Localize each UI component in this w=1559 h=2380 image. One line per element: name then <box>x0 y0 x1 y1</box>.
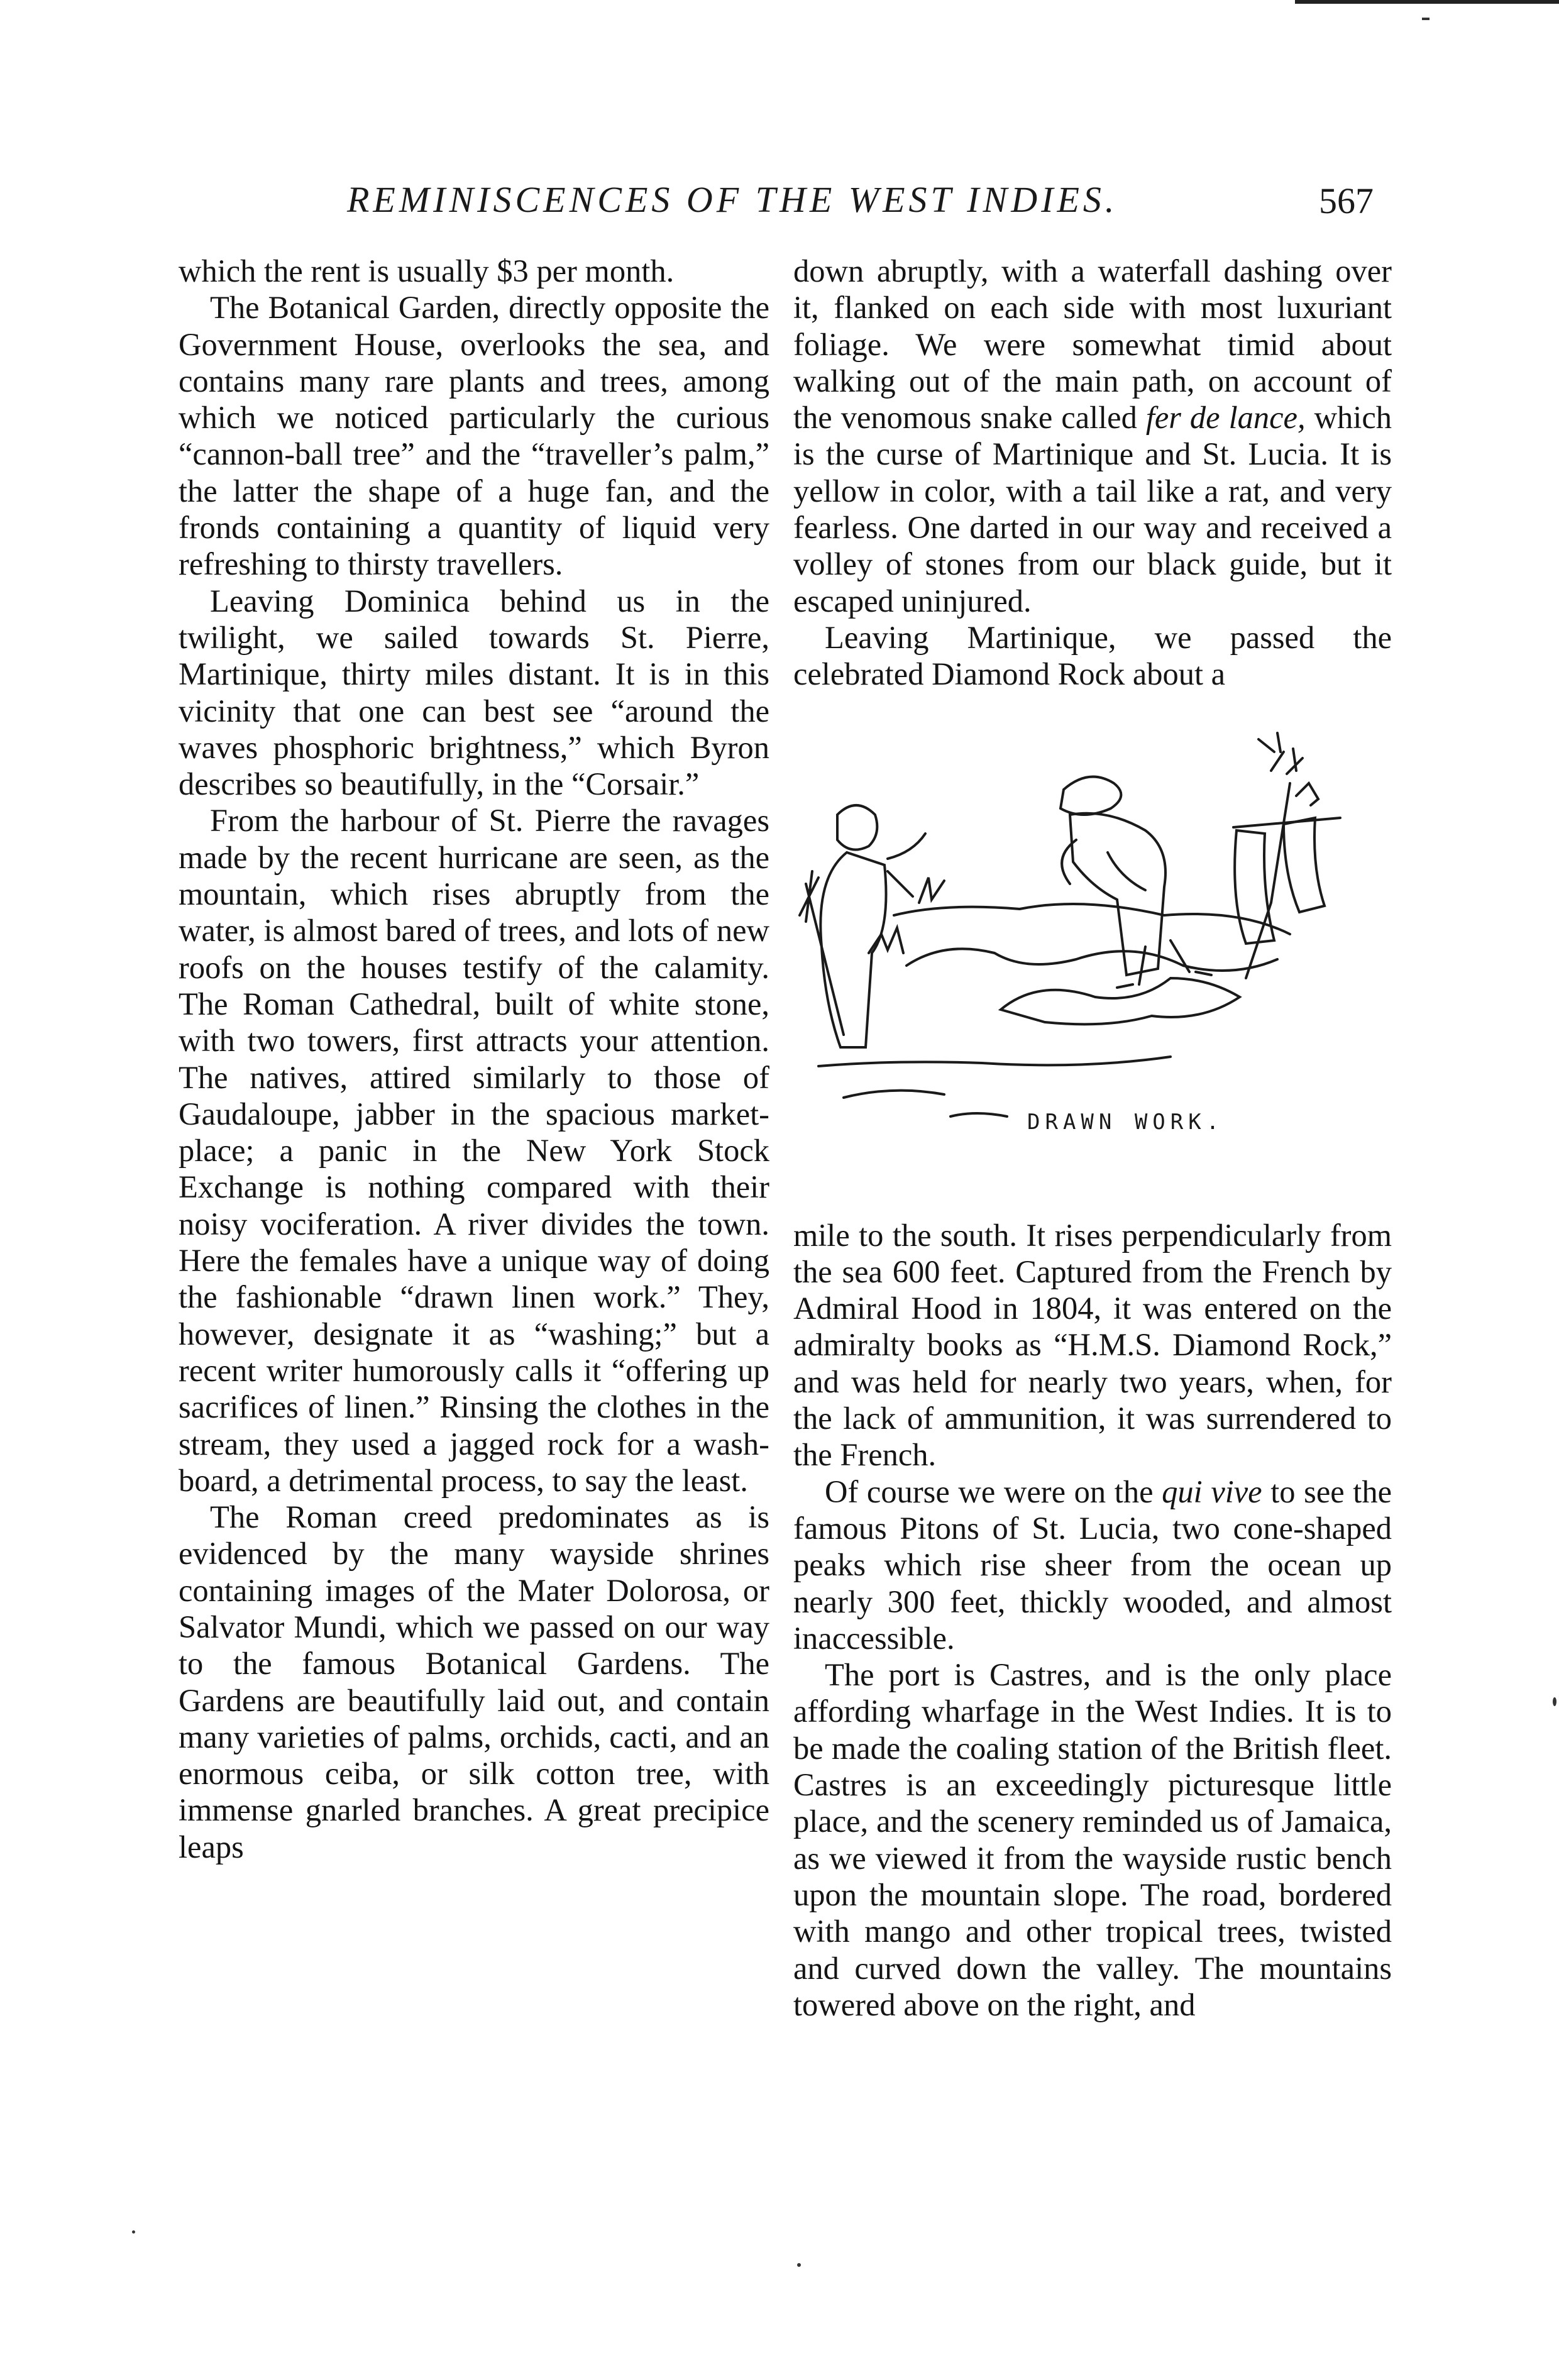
right-paragraph-4-text-a: Of course we were on the <box>825 1474 1162 1509</box>
right-paragraph-2: Leaving Martinique, we passed the celebrated Diamond Rock about a <box>793 619 1392 692</box>
scan-speck <box>1553 1697 1556 1706</box>
rock-ridge <box>906 949 1277 971</box>
right-paragraph-5: The port is Castres, and is the only place affording wharfage in the West Indies. It is to be made the coaling station of the British fleet. Castres is an exceedingly picturesque little place, and the scenery reminded us of Jamaica, as we viewed it from the wayside rustic bench upon the mountain slope. The road, bordered with mango and other tropical trees, twisted and curved down the valley. The mountains towered above on the right, and <box>793 1657 1392 2022</box>
left-paragraph-2: The Botanical Garden, directly opposite the Government House, overlooks the sea, and contains many rare plants and trees, among which we noticed particularly the curious “cannon-ball tree” and the “traveller’s palm,” the latter the shape of a huge fan, and the fronds containing a quantity of liquid very refreshing to thirsty travellers. <box>179 290 769 582</box>
illustration-caption: DRAWN WORK. <box>1027 1109 1225 1135</box>
page-header <box>0 179 1559 229</box>
scan-speck <box>797 2263 801 2267</box>
far-bank <box>894 904 1290 934</box>
left-column <box>179 253 769 1865</box>
top-edge-rule <box>1295 0 1559 4</box>
drawn-work-illustration <box>793 714 1392 1192</box>
scan-speck <box>132 2230 135 2234</box>
hanging-linen-2 <box>1284 818 1325 912</box>
tree-foliage <box>1259 733 1303 774</box>
right-paragraph-1 <box>793 253 1392 619</box>
right-paragraph-3: mile to the south. It rises perpendicularly from the sea 600 feet. Captured from the French by Admiral Hood in 1804, it was entered on the admiralty books as “H.M.S. Diamond Rock,” and was held for nearly two years, when, for the lack of ammunition, it was surrendered to the French. <box>793 1217 1392 1473</box>
running-title: REMINISCENCES OF THE WEST INDIES. <box>347 179 1118 220</box>
hanging-linen-1 <box>1235 830 1274 944</box>
standing-figure-dress <box>820 852 886 1047</box>
right-paragraph-4 <box>793 1474 1392 1656</box>
left-paragraph-5: The Roman creed predominates as is evidenced by the many wayside shrines containing images of the Mater Dolorosa, or Salvator Mundi, which we passed on our way to the famous Botanical Gardens. The Gardens are beautifully laid out, and contain many varieties of palms, orchids, cacti, and an enormous ceiba, or silk cotton tree, with immense gnarled branches. A great precipice leaps <box>179 1499 769 1865</box>
left-paragraph-4: From the harbour of St. Pierre the ravages made by the recent hurricane are seen, as the mountain, which rises abruptly from the water, is almost bared of trees, and lots of new roofs on the houses testify of the calamity. The Roman Cathedral, built of white stone, with two towers, first attracts your attention. The natives, attired similarly to those of Gaudaloupe, jabber in the spacious market-place; a panic in the New York Stock Exchange is nothing compared with their noisy vociferation. A river divides the town. Here the females have a unique way of doing the fashionable “drawn linen work.” They, however, designate it as “washing;” but a recent writer humorously calls it “offering up sacrifices of linen.” Rinsing the clothes in the stream, they used a jagged rock for a wash-board, a detrimental process, to say the least. <box>179 803 769 1498</box>
standing-figure-head <box>837 805 877 850</box>
washing-rock <box>1001 978 1240 1024</box>
standing-figure-arm <box>888 834 925 896</box>
right-paragraph-4-text-b: to see the famous Pitons of St. Lucia, two cone-shaped peaks which rise sheer from the ocean up nearly 300 feet, thickly wooded, and almost inaccessible. <box>793 1474 1392 1656</box>
right-column <box>793 253 1392 2023</box>
washer-headwrap <box>1060 776 1121 814</box>
left-paragraph-3: Leaving Dominica behind us in the twilight, we sailed towards St. Pierre, Martinique, thirty miles distant. It is in this vicinity that one can best see “around the waves phosphoric brightness,” which Byron describes so beautifully, in the “Corsair.” <box>179 583 769 802</box>
left-paragraph-1: which the rent is usually $3 per month. <box>179 253 675 289</box>
tree-leaf-cluster <box>1296 783 1318 805</box>
right-paragraph-1-text-b: which is the curse of Martinique and St. Lucia. It is yellow in color, with a tail like a rat, and very fearless. One darted in our way and received a volley of stones from our black guide, but it escaped uninjured. <box>793 400 1392 619</box>
fer-de-lance-italic: fer de lance, <box>1145 400 1306 436</box>
page-number: 567 <box>1319 180 1374 221</box>
top-edge-mark <box>1422 18 1430 20</box>
right-paragraph-1-text-a: down abruptly, with a waterfall dashing over it, flanked on each side with most luxuriant foliage. We were somewhat timid about walking out of the main path, on account of the venomous snake called <box>793 253 1392 436</box>
qui-vive-italic: qui vive <box>1162 1474 1262 1509</box>
tree-trunk <box>1246 783 1290 978</box>
